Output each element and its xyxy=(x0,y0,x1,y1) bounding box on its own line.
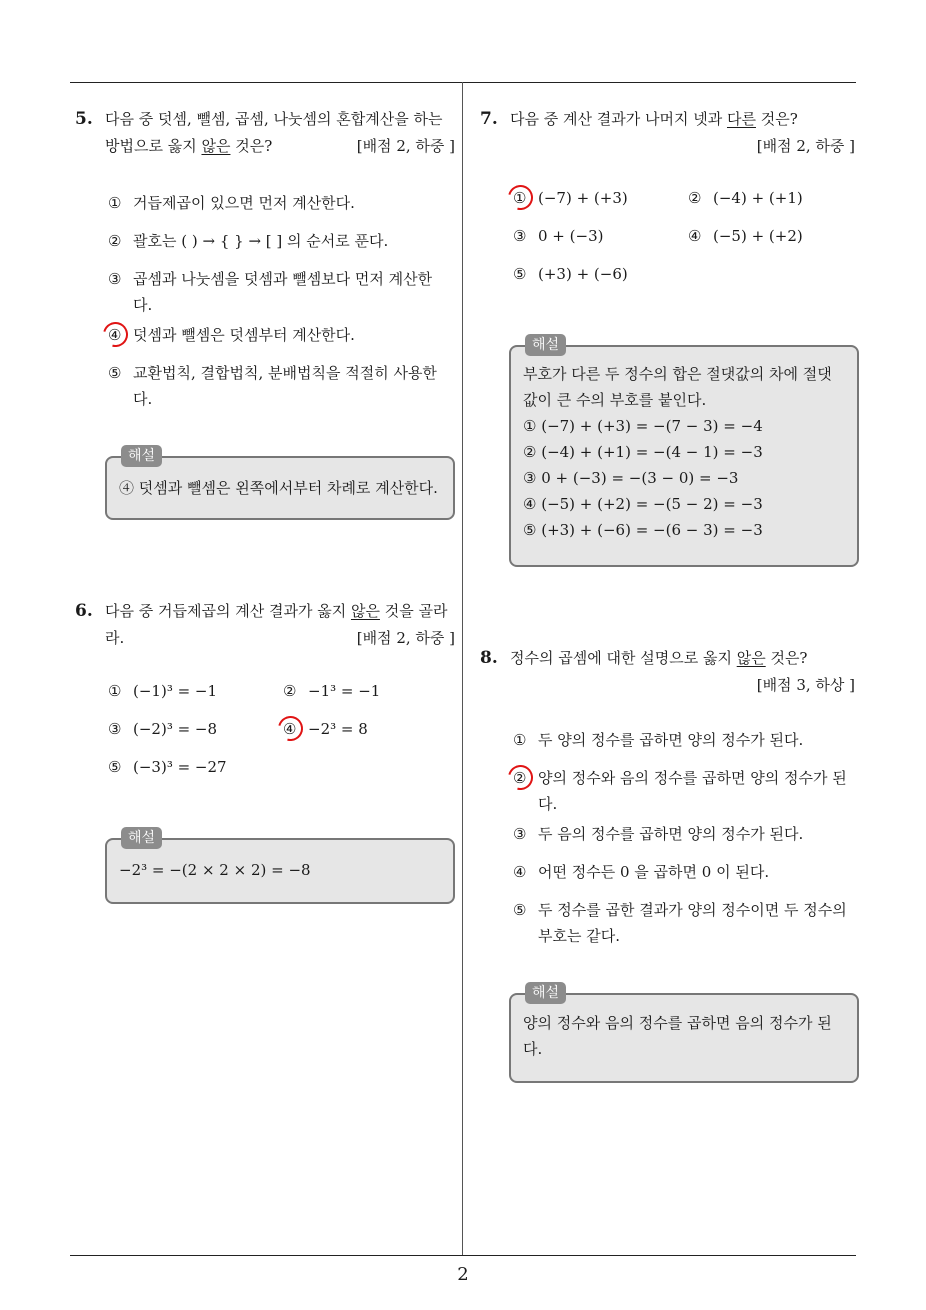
question-text-part: 다음 중 덧셈, 뺄셈, 곱셈, 나눗셈의 혼합계산을 하는 방법으로 옳지 xyxy=(105,110,443,155)
solution-line: ② (−4) + (+1) = −(4 − 1) = −3 xyxy=(523,443,763,461)
option-number: ⑤ xyxy=(108,364,122,382)
option-3[interactable] xyxy=(108,716,283,742)
option-text: 곱셈과 나눗셈을 덧셈과 뺄셈보다 먼저 계산한다. xyxy=(133,270,433,314)
options-grid xyxy=(513,185,855,287)
solution-line: ① (−7) + (+3) = −(7 − 3) = −4 xyxy=(523,417,763,435)
option-number: ② xyxy=(513,769,527,787)
option-5[interactable] xyxy=(108,360,448,412)
question-number: 8. xyxy=(480,648,498,668)
option-4[interactable] xyxy=(108,322,448,348)
option-text: 양의 정수와 음의 정수를 곱하면 양의 정수가 된다. xyxy=(538,769,847,813)
score-meta: [배점 2, 하중 ] xyxy=(756,137,855,155)
option-text: 0 + (−3) xyxy=(538,227,604,245)
question-text-part: 것은? xyxy=(765,649,808,667)
option-5[interactable] xyxy=(513,897,853,949)
option-text: −2³ = 8 xyxy=(308,720,368,738)
option-number: ① xyxy=(108,194,122,212)
solution-box-8 xyxy=(509,985,859,1083)
option-2[interactable] xyxy=(108,228,448,254)
option-number: ④ xyxy=(513,863,527,881)
question-text-part: 것을 골라라. xyxy=(105,602,448,647)
option-number: ⑤ xyxy=(108,758,122,776)
question-6 xyxy=(75,598,455,780)
solution-box-7 xyxy=(509,337,859,567)
score-meta: [배점 2, 하중 ] xyxy=(356,629,455,647)
option-4[interactable] xyxy=(513,859,853,885)
option-4[interactable] xyxy=(283,716,458,742)
underlined-word: 않은 xyxy=(201,137,231,155)
option-number: ① xyxy=(513,189,527,207)
option-number: ③ xyxy=(513,825,527,843)
option-1[interactable] xyxy=(108,678,283,704)
solution-line: 부호가 다른 두 정수의 합은 절댓값의 차에 절댓값이 큰 수의 부호를 붙인다. xyxy=(523,365,832,409)
question-text-part: 다음 중 거듭제곱의 계산 결과가 옳지 xyxy=(105,602,351,620)
column-divider xyxy=(462,82,463,1255)
question-number: 6. xyxy=(75,601,93,621)
option-text: 덧셈과 뺄셈은 덧셈부터 계산한다. xyxy=(133,326,355,344)
option-number: ③ xyxy=(108,720,122,738)
question-7 xyxy=(480,106,855,287)
option-number: ② xyxy=(283,682,297,700)
option-number: ② xyxy=(108,232,122,250)
option-1[interactable] xyxy=(513,727,853,753)
option-number: ④ xyxy=(283,720,297,738)
option-text: 괄호는 ( ) → { } → [ ] 의 순서로 푼다. xyxy=(133,232,389,250)
option-text: 어떤 정수든 0 을 곱하면 0 이 된다. xyxy=(538,863,770,881)
option-text: −1³ = −1 xyxy=(308,682,381,700)
option-text: (−7) + (+3) xyxy=(538,189,628,207)
option-number: ④ xyxy=(688,227,702,245)
solution-tag: 해설 xyxy=(525,334,566,356)
bottom-rule xyxy=(70,1255,856,1256)
option-number: ③ xyxy=(108,270,122,288)
top-rule xyxy=(70,82,856,83)
option-text: (−5) + (+2) xyxy=(713,227,803,245)
question-5 xyxy=(75,106,455,424)
solution-tag: 해설 xyxy=(121,827,162,849)
solution-line: ④ (−5) + (+2) = −(5 − 2) = −3 xyxy=(523,495,763,513)
option-number: ⑤ xyxy=(513,901,527,919)
question-text xyxy=(105,598,455,652)
solution-line: −2³ = −(2 × 2 × 2) = −8 xyxy=(119,861,311,879)
option-number: ③ xyxy=(513,227,527,245)
option-3[interactable] xyxy=(513,821,853,847)
question-text xyxy=(105,106,455,160)
question-8 xyxy=(480,645,855,961)
option-2[interactable] xyxy=(283,678,458,704)
question-text xyxy=(510,645,855,699)
options-list xyxy=(108,190,448,412)
option-number: ① xyxy=(108,682,122,700)
question-text-part: 것은? xyxy=(230,137,273,155)
option-text: (−1)³ = −1 xyxy=(133,682,218,700)
option-2[interactable] xyxy=(688,185,863,211)
option-4[interactable] xyxy=(688,223,863,249)
solution-tag: 해설 xyxy=(121,445,162,467)
solution-line: 양의 정수와 음의 정수를 곱하면 음의 정수가 된다. xyxy=(523,1014,832,1058)
option-number: ⑤ xyxy=(513,265,527,283)
option-text: 두 양의 정수를 곱하면 양의 정수가 된다. xyxy=(538,731,804,749)
option-text: (−2)³ = −8 xyxy=(133,720,218,738)
solution-line: ⑤ (+3) + (−6) = −(6 − 3) = −3 xyxy=(523,521,763,539)
score-meta: [배점 2, 하중 ] xyxy=(356,137,455,155)
option-number: ① xyxy=(513,731,527,749)
option-text: (−3)³ = −27 xyxy=(133,758,227,776)
option-5[interactable] xyxy=(108,754,283,780)
question-text-part: 정수의 곱셈에 대한 설명으로 옳지 xyxy=(510,649,737,667)
option-text: 두 정수를 곱한 결과가 양의 정수이면 두 정수의 부호는 같다. xyxy=(538,901,847,945)
question-text-part: 것은? xyxy=(755,110,798,128)
solution-line: ③ 0 + (−3) = −(3 − 0) = −3 xyxy=(523,469,739,487)
option-5[interactable] xyxy=(513,261,688,287)
option-text: (−4) + (+1) xyxy=(713,189,803,207)
option-text: (+3) + (−6) xyxy=(538,265,628,283)
question-number: 7. xyxy=(480,109,498,129)
underlined-word: 않은 xyxy=(736,649,766,667)
solution-line: ④ 덧셈과 뺄셈은 왼쪽에서부터 차례로 계산한다. xyxy=(119,479,438,497)
underlined-word: 않은 xyxy=(350,602,380,620)
solution-tag: 해설 xyxy=(525,982,566,1004)
question-text xyxy=(510,106,855,160)
solution-box-6 xyxy=(105,830,455,904)
option-2[interactable] xyxy=(513,765,853,817)
options-grid xyxy=(108,678,455,780)
option-3[interactable] xyxy=(513,223,688,249)
option-text: 두 음의 정수를 곱하면 양의 정수가 된다. xyxy=(538,825,804,843)
underlined-word: 다른 xyxy=(726,110,756,128)
option-1[interactable] xyxy=(513,185,688,211)
options-list xyxy=(513,727,853,949)
option-text: 거듭제곱이 있으면 먼저 계산한다. xyxy=(133,194,355,212)
page-number: 2 xyxy=(457,1264,469,1285)
question-text-part: 다음 중 계산 결과가 나머지 넷과 xyxy=(510,110,727,128)
option-3[interactable] xyxy=(108,266,448,318)
score-meta: [배점 3, 하상 ] xyxy=(756,676,855,694)
option-text: 교환법칙, 결합법칙, 분배법칙을 적절히 사용한다. xyxy=(133,364,437,408)
option-number: ④ xyxy=(108,326,122,344)
solution-box-5 xyxy=(105,448,455,520)
option-1[interactable] xyxy=(108,190,448,216)
option-number: ② xyxy=(688,189,702,207)
question-number: 5. xyxy=(75,109,93,129)
